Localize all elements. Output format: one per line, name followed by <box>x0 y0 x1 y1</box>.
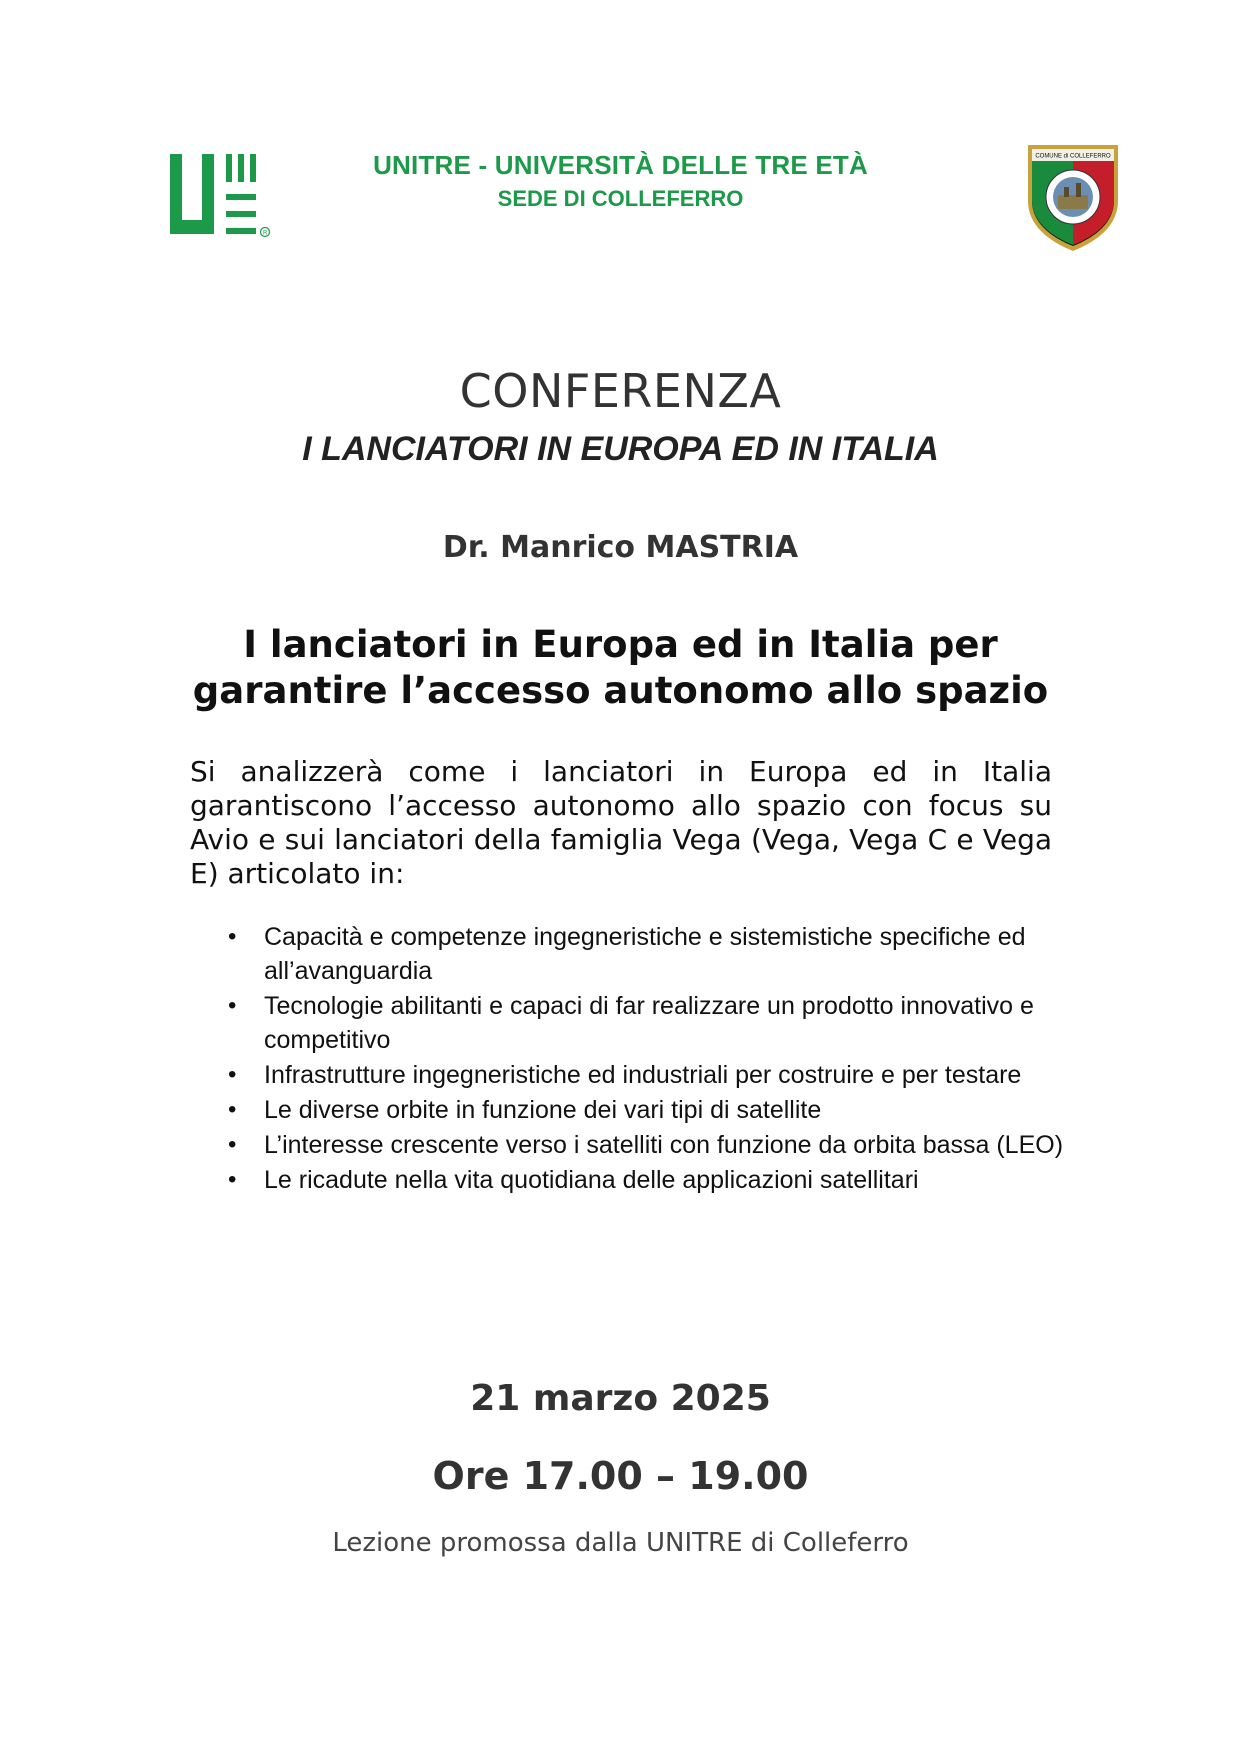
event-headline-line-1: I lanciatori in Europa ed in Italia per <box>243 623 998 666</box>
event-headline <box>120 622 1121 714</box>
list-item: • Tecnologie abilitanti e capaci di far realizzare un prodotto innovativo e competitivo <box>228 989 1068 1057</box>
crest-label: COMUNE di COLLEFERRO <box>1035 153 1111 160</box>
event-subtitle: I LANCIATORI IN EUROPA ED IN ITALIA <box>302 430 939 468</box>
event-date: 21 marzo 2025 <box>470 1378 771 1419</box>
list-item: • Le ricadute nella vita quotidiana delle applicazioni satellitari <box>228 1163 1068 1197</box>
svg-text:R: R <box>263 230 268 237</box>
organization-name: UNITRE - UNIVERSITÀ DELLE TRE ETÀ <box>373 150 868 180</box>
topic-list <box>228 920 1068 1198</box>
event-time: Ore 17.00 – 19.00 <box>432 1454 809 1498</box>
promoter-note: Lezione promossa dalla UNITRE di Colleferro <box>332 1528 909 1558</box>
speaker-name: Dr. Manrico MASTRIA <box>442 530 799 565</box>
list-item: • Capacità e competenze ingegneristiche e sistemistiche specifiche ed all’avanguardia <box>228 920 1068 988</box>
event-headline-line-2: garantire l’accesso autonomo allo spazio <box>192 669 1049 712</box>
event-intro: Si analizzerà come i lanciatori in Europa ed in Italia garantiscono l’accesso autonomo allo spazio con focus su Avio e sui lanciatori della famiglia Vega (Vega, Vega C e Vega E) articolato in: <box>190 755 1052 890</box>
list-item: • Le diverse orbite in funzione dei vari tipi di satellite <box>228 1093 1068 1127</box>
organization-location: SEDE DI COLLEFERRO <box>497 186 744 211</box>
event-type: CONFERENZA <box>459 364 782 418</box>
list-item: • L’interesse crescente verso i satelliti con funzione da orbita bassa (LEO) <box>228 1128 1068 1162</box>
list-item: • Infrastrutture ingegneristiche ed industriali per costruire e per testare <box>228 1058 1068 1092</box>
